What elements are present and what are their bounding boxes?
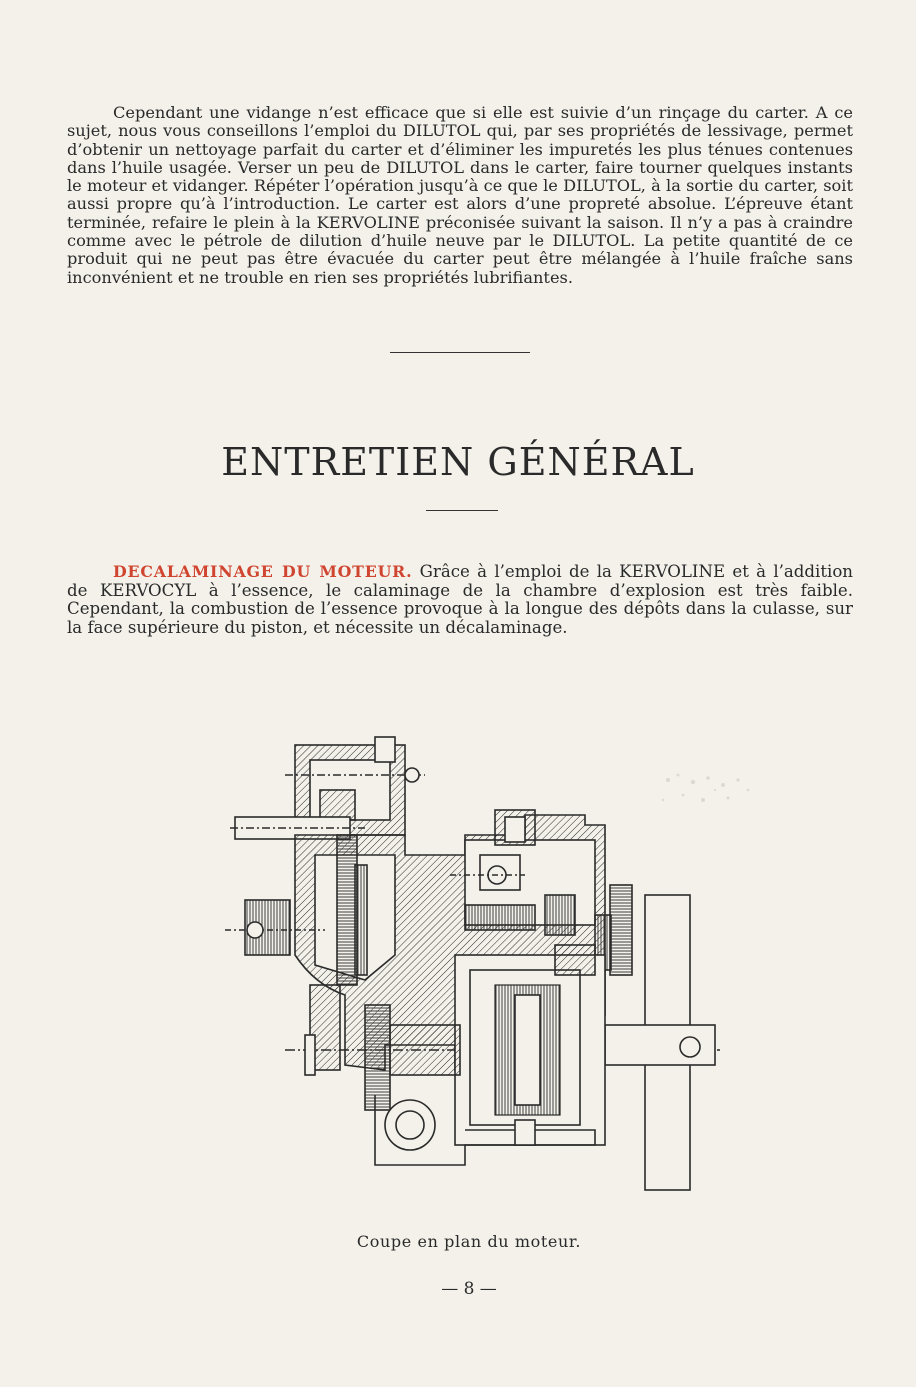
- decalaminage-text: Grâce à l’emploi de la KERVOLINE et à l’addition de KERVOCYL à l’essence, le calaminage de la chambre d’explosion est très faible. Cependant, la combustion de l’essence provoque à la longue des dépôts dans la culasse, sur la face supérieure du piston, et nécessite un décalaminage.: [67, 562, 853, 637]
- page-number: — 8 —: [441, 1279, 497, 1299]
- section-divider-top: [390, 352, 530, 353]
- decalaminage-heading: DECALAMINAGE DU MOTEUR.: [113, 562, 413, 581]
- starter-ring-gear: [610, 885, 632, 975]
- figure-caption: Coupe en plan du moteur.: [356, 1232, 582, 1251]
- intro-paragraph-text: Cependant une vidange n’est efficace que si elle est suivie d’un rinçage du carter. A ce sujet, nous vous conseillons l’emploi du DILUTOL qui, par ses propriétés de lessivage, permet d’obtenir un nettoyage parfait du carter et d’éliminer les impuretés les plus ténues contenues dans l’huile usagée. Verser un peu de DILUTOL dans le carter, faire tourner quelques instants le moteur et vidanger. Répéter l’opération jusqu’à ce que le DILUTOL, à la sortie du carter, soit aussi propre qu’à l’introduction. Le carter est alors d’une propreté absolue. L’épreuve étant terminée, refaire le plein à la KERVOLINE préconisée suivant la saison. Il n’y a pas à craindre comme avec le pétrole de dilution d’huile neuve par le DILUTOL. La petite quantité de ce produit qui ne peut pas être évacuée du carter peut être mélangée à l’huile fraîche sans inconvénient et ne trouble en rien ses propriétés lubrifiantes.: [67, 103, 853, 287]
- section-title: ENTRETIEN GÉNÉRAL: [221, 440, 695, 484]
- decalaminage-paragraph: [67, 563, 853, 637]
- section-divider-title: [426, 510, 498, 511]
- camshaft-gear: [337, 835, 357, 985]
- engine-cross-section-drawing: [225, 725, 725, 1205]
- intro-paragraph: [67, 104, 853, 287]
- crank-gear: [365, 1005, 390, 1110]
